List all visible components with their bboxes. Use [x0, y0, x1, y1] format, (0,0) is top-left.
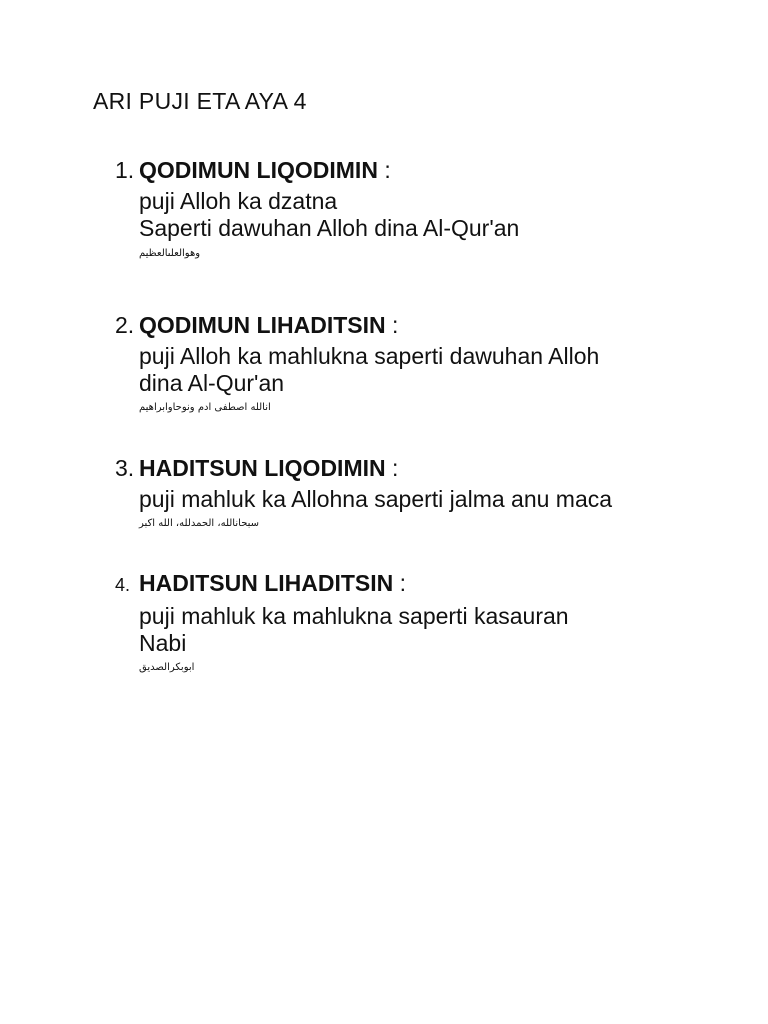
item-colon: : — [385, 455, 399, 481]
item-description — [139, 188, 735, 242]
item-description — [139, 486, 735, 513]
item-description — [139, 343, 735, 397]
description-line: Nabi — [139, 630, 187, 656]
item-term: QODIMUN LIQODIMIN — [139, 157, 378, 183]
item-colon: : — [393, 570, 407, 596]
item-number: 4. — [115, 575, 131, 595]
item-term: QODIMUN LIHADITSIN — [139, 312, 386, 338]
arabic-verse: ابوبكرالصديق — [139, 662, 195, 673]
list-item-2 — [115, 311, 735, 415]
arabic-verse: سبحانالله، الحمدلله، الله اكبر — [139, 518, 260, 529]
item-heading — [115, 311, 735, 339]
list-item-3 — [115, 454, 735, 531]
item-description — [139, 603, 735, 657]
item-number: 1. — [115, 157, 135, 183]
item-colon: : — [377, 157, 391, 183]
arabic-verse: وهوالعلىالعظيم — [139, 248, 201, 259]
description-line: Saperti dawuhan Alloh dina Al-Qur'an — [139, 215, 520, 241]
arabic-verse: انالله اصطفى ادم ونوحاوابراهيم — [139, 402, 271, 413]
list-item-1 — [115, 156, 735, 261]
item-colon: : — [385, 312, 399, 338]
description-line: dina Al-Qur'an — [139, 370, 285, 396]
item-heading — [115, 569, 735, 599]
item-heading — [115, 156, 735, 184]
description-line: puji Alloh ka dzatna — [139, 188, 338, 214]
description-line: puji mahluk ka Allohna saperti jalma anu maca — [139, 486, 613, 512]
item-heading — [115, 454, 735, 482]
description-line: puji Alloh ka mahlukna saperti dawuhan Alloh — [139, 343, 600, 369]
item-number: 3. — [115, 455, 135, 481]
item-number: 2. — [115, 312, 135, 338]
description-line: puji mahluk ka mahlukna saperti kasauran — [139, 603, 569, 629]
item-term: HADITSUN LIQODIMIN — [139, 455, 386, 481]
page-title: ARI PUJI ETA AYA 4 — [93, 88, 307, 114]
item-term: HADITSUN LIHADITSIN — [139, 570, 394, 596]
list-item-4 — [115, 569, 735, 675]
